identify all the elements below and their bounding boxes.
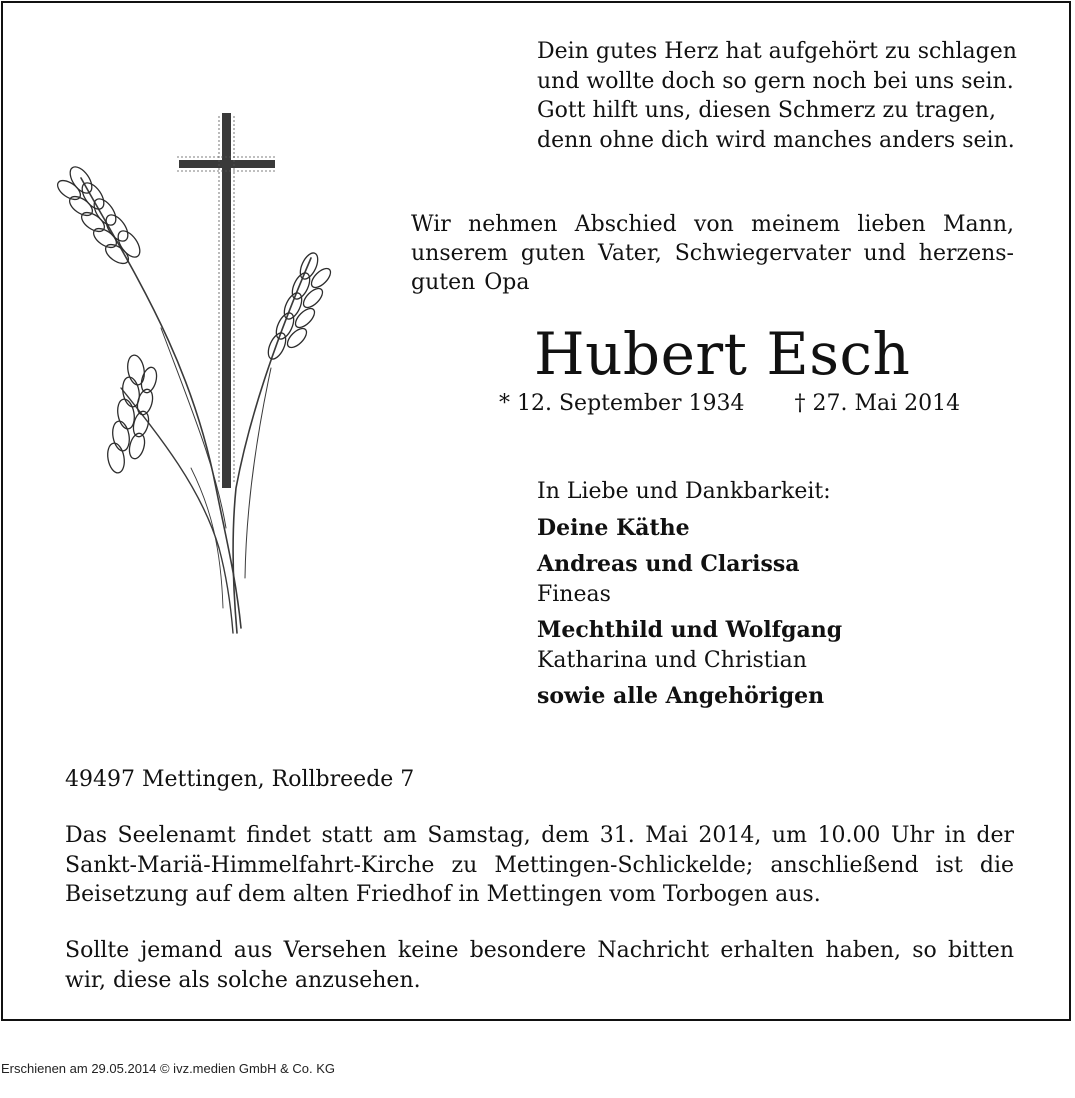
death-date: † 27. Mai 2014 [794, 391, 961, 416]
obituary-notice [1, 1, 1071, 1021]
notification-note: Sollte jemand aus Versehen keine besondere Nachricht erhalten haben, so bitten wir, diese als solche anzusehen. [65, 938, 1014, 993]
poem-line: und wollte doch so gern noch bei uns sein. [537, 68, 1014, 94]
mourner-child: Andreas und Clarissa [537, 551, 800, 577]
mourner-spouse: Deine Käthe [537, 514, 690, 541]
mourner-grandchild: Fineas [537, 581, 611, 607]
poem-line: denn ohne dich wird manches anders sein. [537, 127, 1015, 153]
poem-line: Gott hilft uns, diesen Schmerz zu tragen, [537, 98, 996, 123]
service-info: Das Seelenamt findet statt am Samstag, dem 31. Mai 2014, um 10.00 Uhr in der Sankt-Mariä-Himmelfahrt-Kirche zu Mettingen-Schlickelde; anschließend ist die Beisetzung auf dem alten Friedhof in Mettingen vom Torbogen aus. [65, 823, 1014, 907]
mourner-grandchild: Katharina und Christian [537, 647, 807, 673]
mourners-list [537, 477, 842, 712]
poem-line: Dein gutes Herz hat aufgehört zu schlagen [537, 39, 1017, 64]
cross-with-wheat-icon [41, 108, 341, 638]
life-dates [499, 390, 960, 418]
mourners-heading: In Liebe und Dankbarkeit: [537, 479, 831, 504]
mourner-child: Mechthild und Wolfgang [537, 617, 843, 643]
mourner-relatives: sowie alle Angehörigen [537, 683, 825, 709]
poem [537, 37, 1017, 155]
publication-footer: Erschienen am 29.05.2014 © ivz.medien GmbH & Co. KG [1, 1061, 336, 1076]
address: 49497 Mettingen, Rollbreede 7 [65, 767, 415, 792]
deceased-name: Hubert Esch [534, 320, 911, 388]
farewell-intro: Wir nehmen Abschied von meinem lieben Mann, unserem guten Vater, Schwiegervater und herzens-guten Opa [411, 212, 1014, 295]
birth-date: * 12. September 1934 [499, 391, 745, 416]
